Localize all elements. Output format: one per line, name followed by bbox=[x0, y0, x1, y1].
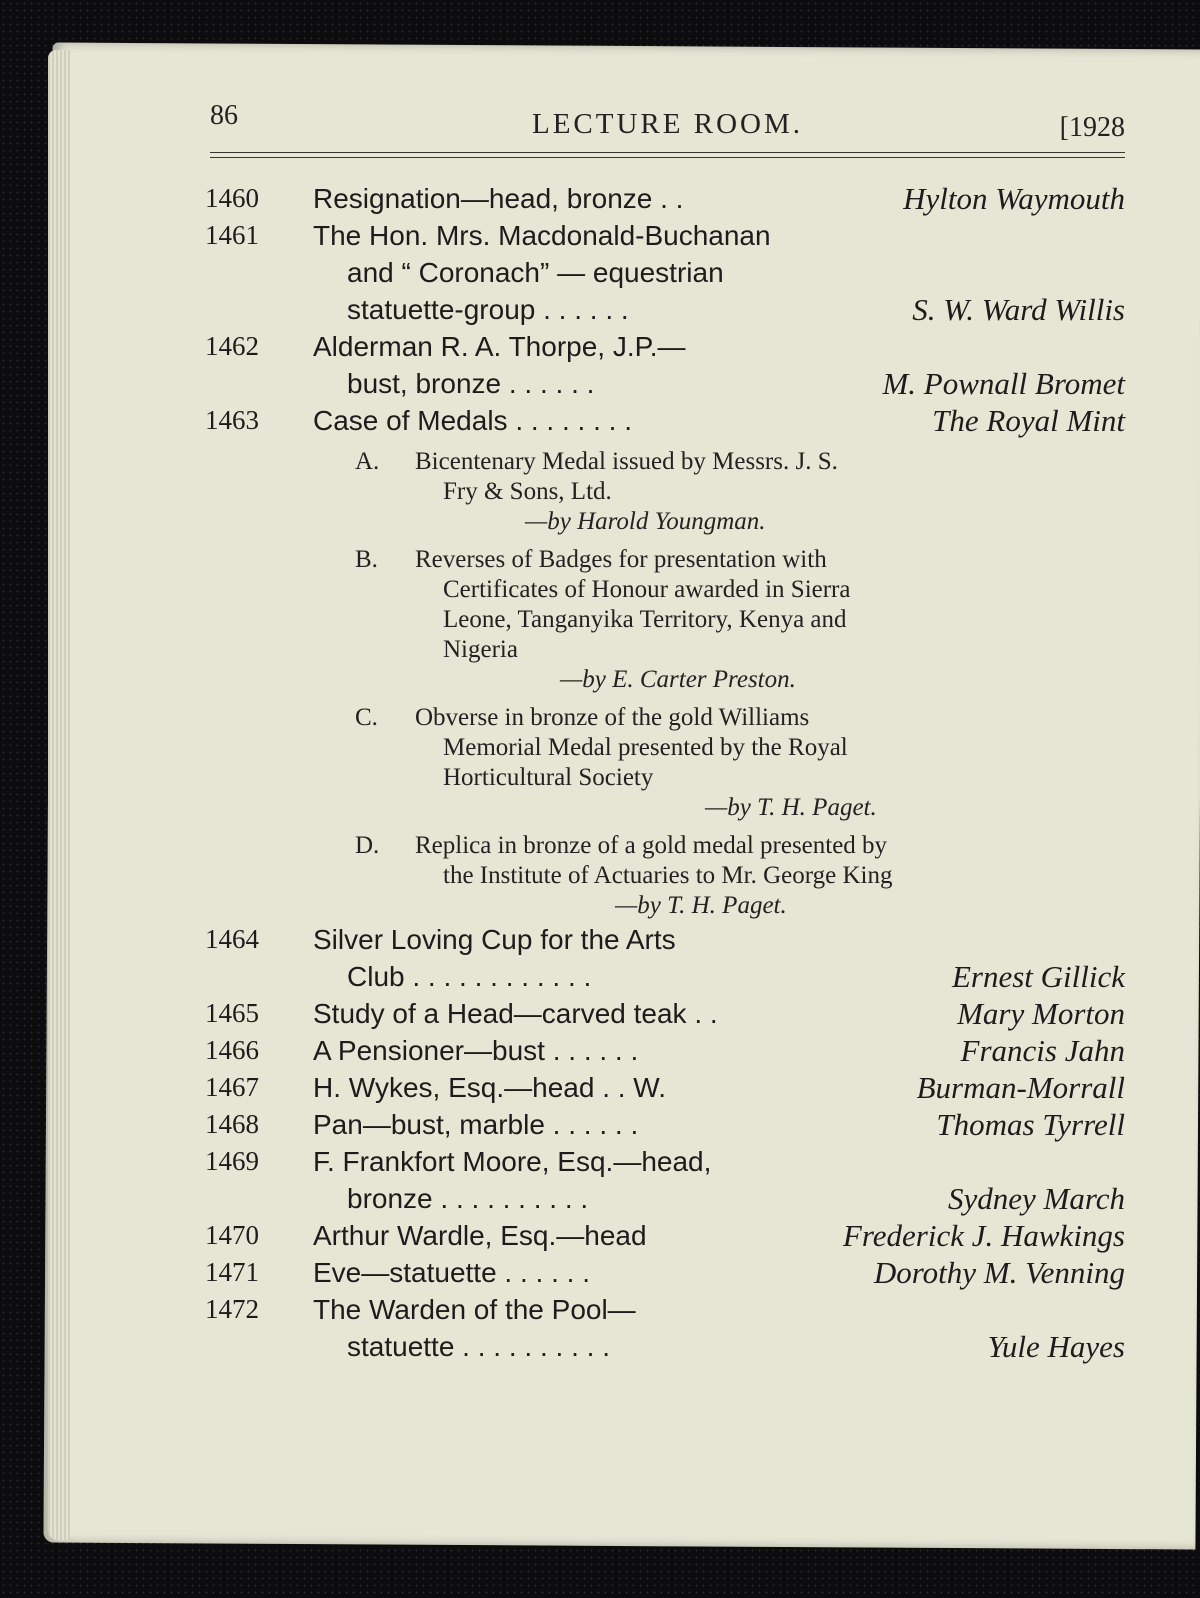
catalogue-number: 1472 bbox=[205, 1294, 259, 1324]
catalogue-number: 1467 bbox=[205, 1072, 259, 1102]
catalogue-number: 1462 bbox=[205, 331, 259, 361]
artist-name: Thomas Tyrrell bbox=[936, 1107, 1125, 1142]
entry-title: F. Frankfort Moore, Esq.—head, bbox=[313, 1146, 712, 1177]
catalogue-number: 1464 bbox=[205, 924, 259, 954]
catalogue-entry bbox=[205, 1254, 1125, 1291]
catalogue-entry bbox=[205, 1069, 1125, 1106]
year-label: [1928 bbox=[1059, 112, 1125, 143]
entry-title: Case of Medals . . . . . . . . bbox=[313, 405, 633, 436]
medal-letter: C. bbox=[355, 704, 378, 731]
entry-title-continued: statuette-group . . . . . . bbox=[347, 294, 629, 325]
medal-description-continued: Memorial Medal presented by the Royal bbox=[443, 734, 848, 761]
entry-title: The Hon. Mrs. Macdonald-Buchanan bbox=[313, 220, 771, 251]
artist-name: S. W. Ward Willis bbox=[912, 292, 1125, 327]
catalogue-entry bbox=[205, 180, 1125, 217]
catalogue-entry bbox=[205, 921, 1125, 995]
page-edge bbox=[48, 50, 70, 1540]
entry-title-continued: statuette . . . . . . . . . . bbox=[347, 1331, 610, 1362]
catalogue-entry bbox=[205, 402, 1125, 439]
header-rule-bottom bbox=[210, 157, 1125, 158]
running-title: LECTURE ROOM. bbox=[532, 108, 803, 140]
medal-maker: —by E. Carter Preston. bbox=[560, 666, 796, 693]
entry-title: Resignation—head, bronze . . bbox=[313, 183, 684, 214]
artist-name: Hylton Waymouth bbox=[903, 181, 1125, 216]
entry-title-continued: bust, bronze . . . . . . bbox=[347, 368, 595, 399]
medal-sublist bbox=[205, 439, 1125, 921]
catalogue-number: 1463 bbox=[205, 405, 259, 435]
medal-description-continued: Nigeria bbox=[443, 636, 518, 663]
medal-letter: A. bbox=[355, 448, 380, 475]
catalogue-list bbox=[205, 180, 1125, 1365]
medal-letter: D. bbox=[355, 832, 380, 859]
entry-title: Alderman R. A. Thorpe, J.P.— bbox=[313, 331, 686, 362]
catalogue-number: 1466 bbox=[205, 1035, 259, 1065]
medal-maker: —by T. H. Paget. bbox=[705, 794, 877, 821]
catalogue-number: 1461 bbox=[205, 220, 259, 250]
artist-name: Dorothy M. Venning bbox=[873, 1255, 1125, 1290]
artist-name: Mary Morton bbox=[957, 996, 1125, 1031]
entry-title: Silver Loving Cup for the Arts bbox=[313, 924, 676, 955]
catalogue-entry bbox=[205, 328, 1125, 402]
entry-title: Pan—bust, marble . . . . . . bbox=[313, 1109, 639, 1140]
artist-name: The Royal Mint bbox=[932, 403, 1125, 438]
medal-maker: —by Harold Youngman. bbox=[525, 508, 766, 535]
catalogue-number: 1469 bbox=[205, 1146, 259, 1176]
entry-title-continued: and “ Coronach” — equestrian bbox=[347, 257, 724, 288]
catalogue-number: 1470 bbox=[205, 1220, 259, 1250]
medal-description-continued: Horticultural Society bbox=[443, 764, 654, 791]
medal-description-continued: Leone, Tanganyika Territory, Kenya and bbox=[443, 606, 847, 633]
entry-title-continued: Club . . . . . . . . . . . . bbox=[347, 961, 592, 992]
catalogue-entry bbox=[205, 1217, 1125, 1254]
page-number: 86 bbox=[210, 100, 238, 131]
catalogue-number: 1471 bbox=[205, 1257, 259, 1287]
entry-title: H. Wykes, Esq.—head . . W. bbox=[313, 1072, 666, 1103]
catalogue-number: 1468 bbox=[205, 1109, 259, 1139]
header-rule-top bbox=[210, 152, 1125, 153]
medal-maker: —by T. H. Paget. bbox=[615, 892, 787, 919]
medal-description: Bicentenary Medal issued by Messrs. J. S. bbox=[415, 448, 838, 475]
medal-description-continued: the Institute of Actuaries to Mr. George King bbox=[443, 862, 893, 889]
medal-description: Replica in bronze of a gold medal presented by bbox=[415, 832, 888, 859]
catalogue-entry bbox=[205, 1143, 1125, 1217]
page-header bbox=[210, 100, 1125, 160]
artist-name: Francis Jahn bbox=[960, 1033, 1125, 1068]
medal-description: Obverse in bronze of the gold Williams bbox=[415, 704, 810, 731]
entry-title: Study of a Head—carved teak . . bbox=[313, 998, 718, 1029]
entry-title-continued: bronze . . . . . . . . . . bbox=[347, 1183, 589, 1214]
catalogue-entry bbox=[205, 1106, 1125, 1143]
artist-name: Yule Hayes bbox=[987, 1329, 1125, 1364]
entry-title: Eve—statuette . . . . . . bbox=[313, 1257, 591, 1288]
entry-title: The Warden of the Pool— bbox=[313, 1294, 636, 1325]
artist-name: Burman-Morrall bbox=[916, 1070, 1125, 1105]
catalogue-entry bbox=[205, 1032, 1125, 1069]
medal-letter: B. bbox=[355, 546, 378, 573]
artist-name: Ernest Gillick bbox=[951, 959, 1125, 994]
catalogue-entry bbox=[205, 217, 1125, 328]
entry-title: A Pensioner—bust . . . . . . bbox=[313, 1035, 639, 1066]
catalogue-entry bbox=[205, 1291, 1125, 1365]
catalogue-number: 1465 bbox=[205, 998, 259, 1028]
artist-name: M. Pownall Bromet bbox=[882, 366, 1125, 401]
medal-description: Reverses of Badges for presentation with bbox=[415, 546, 827, 573]
medal-description-continued: Fry & Sons, Ltd. bbox=[443, 478, 612, 505]
catalogue-number: 1460 bbox=[205, 183, 259, 213]
entry-title: Arthur Wardle, Esq.—head bbox=[313, 1220, 647, 1251]
artist-name: Frederick J. Hawkings bbox=[842, 1218, 1125, 1253]
medal-description-continued: Certificates of Honour awarded in Sierra bbox=[443, 576, 851, 603]
catalogue-entry bbox=[205, 995, 1125, 1032]
artist-name: Sydney March bbox=[947, 1181, 1125, 1216]
